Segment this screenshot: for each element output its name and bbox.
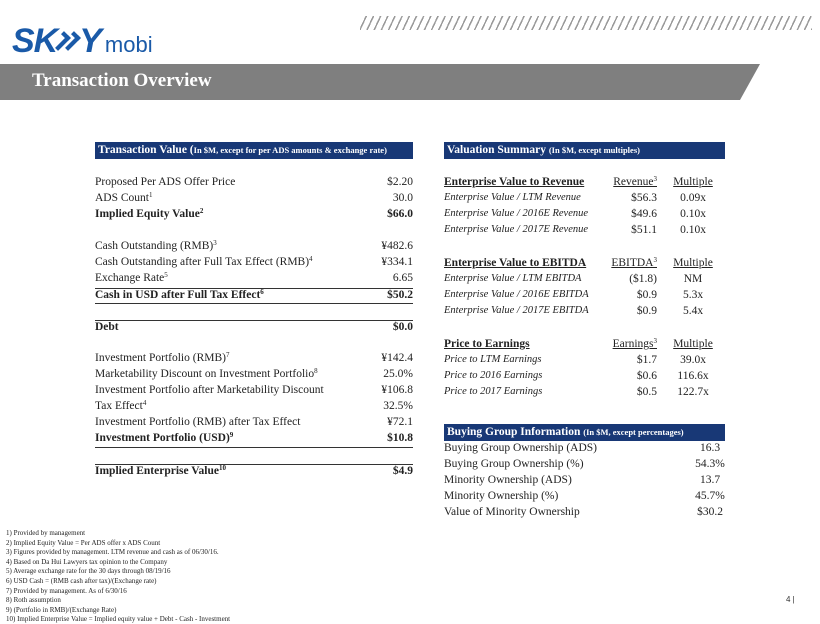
transaction-row (95, 416, 413, 432)
transaction-row-label-text: Implied Enterprise Value (95, 465, 219, 477)
transaction-row-value: 32.5% (383, 400, 413, 412)
valuation-col1-header (613, 176, 657, 188)
footnote-line: 10) Implied Enterprise Value = Implied equity value + Debt - Cash - Investment (6, 615, 231, 624)
buying-row (444, 442, 725, 458)
valuation-col1-footnote-ref: 3 (653, 337, 657, 345)
transaction-row-label-text: Investment Portfolio (RMB) (95, 352, 226, 364)
transaction-row-footnote-ref: 7 (225, 351, 230, 359)
valuation-row-multiple: 39.0x (680, 354, 706, 366)
transaction-row (95, 432, 413, 448)
valuation-row-value: ($1.8) (629, 273, 657, 285)
valuation-col1-footnote-ref: 3 (653, 256, 657, 264)
transaction-row-label (95, 384, 324, 400)
valuation-header-note: (In $M, except multiples) (548, 145, 640, 155)
valuation-row (444, 354, 725, 370)
valuation-row-multiple: 0.10x (680, 208, 706, 220)
transaction-row-value: ¥142.4 (381, 352, 413, 364)
transaction-row-value: ¥334.1 (381, 256, 413, 268)
transaction-row-value: 30.0 (392, 192, 413, 204)
transaction-row-value: $66.0 (387, 208, 413, 220)
transaction-row-label-text: Implied Equity Value (95, 208, 200, 220)
transaction-row (95, 320, 413, 336)
valuation-row-value: $0.6 (636, 370, 657, 382)
transaction-row (95, 256, 413, 272)
transaction-row-footnote-ref: 10 (218, 464, 226, 472)
valuation-row-multiple: 0.09x (680, 192, 706, 204)
valuation-col1-header-text: Earnings (612, 338, 654, 350)
valuation-row (444, 273, 725, 289)
transaction-row-label (95, 289, 264, 303)
buying-row (444, 458, 725, 474)
buying-row (444, 490, 725, 506)
valuation-row-value: $0.5 (636, 386, 657, 398)
footnote-line: 8) Roth assumption (6, 596, 61, 605)
buying-row-value: 45.7% (695, 490, 725, 502)
valuation-col1-header (613, 338, 657, 350)
transaction-row-footnote-ref: 3 (213, 239, 217, 247)
transaction-row-value: $10.8 (387, 432, 413, 444)
valuation-row-label: Enterprise Value / 2017E Revenue (444, 224, 589, 235)
transaction-row-label (95, 272, 168, 288)
footnote-line: 4) Based on Da Hui Lawyers tax opinion to the Company (6, 557, 168, 566)
valuation-row-multiple: 5.3x (682, 289, 704, 301)
buying-header-title: Buying Group Information (447, 426, 581, 438)
transaction-row-label (95, 321, 119, 336)
buying-row-label: Value of Minority Ownership (444, 506, 580, 518)
transaction-row-label-text: Investment Portfolio after Marketability Discount (95, 384, 324, 396)
valuation-row-value: $49.6 (631, 208, 657, 220)
valuation-row (444, 192, 725, 208)
valuation-row-value: $0.9 (636, 305, 657, 317)
page-title: Transaction Overview (32, 70, 212, 91)
valuation-row-value: $1.7 (636, 354, 657, 366)
transaction-row-value: $4.9 (392, 465, 413, 477)
valuation-row-multiple: NM (683, 273, 703, 285)
transaction-row-footnote-ref: 2 (199, 207, 204, 215)
footnote-line: 6) USD Cash = (RMB cash after tax)/(Exchange rate) (6, 576, 157, 585)
transaction-row-value: $2.20 (387, 176, 413, 188)
valuation-row-label: Enterprise Value / 2016E EBITDA (444, 289, 589, 300)
transaction-row-footnote-ref: 9 (229, 431, 234, 439)
skymobi-logo (12, 21, 153, 60)
transaction-row-footnote-ref: 5 (164, 271, 168, 279)
valuation-row (444, 224, 725, 240)
transaction-row (95, 240, 413, 256)
transaction-row-label-text: Proposed Per ADS Offer Price (95, 176, 236, 188)
buying-row-value: 13.7 (699, 474, 721, 486)
transaction-row-label (95, 256, 313, 272)
valuation-header-title: Valuation Summary (447, 144, 546, 156)
valuation-row-multiple: 116.6x (677, 370, 709, 382)
footnote-line: 3) Figures provided by management. LTM revenue and cash as of 06/30/16. (6, 548, 219, 557)
transaction-row (95, 272, 413, 288)
decorative-hatch-bar (360, 16, 812, 30)
footnote-line: 1) Provided by management (6, 529, 86, 537)
transaction-row (95, 384, 413, 400)
transaction-row-footnote-ref: 8 (314, 367, 318, 375)
valuation-row-value: $56.3 (631, 192, 657, 204)
buying-row-value: $30.2 (697, 506, 723, 518)
buying-row-label: Buying Group Ownership (%) (444, 458, 584, 470)
valuation-section-header (444, 176, 725, 192)
buying-row-label: Minority Ownership (%) (444, 490, 559, 502)
transaction-row-label-text: ADS Count (95, 192, 149, 204)
title-banner (0, 64, 760, 100)
transaction-row-value: $0.0 (392, 321, 413, 333)
valuation-section-title: Price to Earnings (444, 338, 530, 350)
buying-header-note: (In $M, except percentages) (583, 427, 684, 437)
valuation-col1-footnote-ref: 3 (653, 175, 657, 183)
footnote-line: 9) (Portfolio in RMB)/(Exchange Rate) (6, 605, 117, 614)
valuation-row-label: Price to LTM Earnings (444, 354, 542, 365)
transaction-row (95, 208, 413, 224)
footnote-line: 5) Average exchange rate for the 30 days through 08/19/16 (6, 567, 171, 576)
transaction-row (95, 192, 413, 208)
transaction-row-value: 25.0% (383, 368, 413, 380)
valuation-row-label: Price to 2017 Earnings (444, 386, 543, 397)
buying-row (444, 506, 725, 522)
valuation-col1-header (611, 257, 657, 269)
transaction-row-value: $50.2 (387, 289, 413, 301)
valuation-row-multiple: 5.4x (682, 305, 704, 317)
valuation-row (444, 305, 725, 321)
transaction-row-label-text: Tax Effect (95, 400, 143, 412)
buying-row-value: 54.3% (695, 458, 725, 470)
valuation-col1-header-text: EBITDA (611, 257, 654, 269)
transaction-row-value: ¥482.6 (381, 240, 413, 252)
transaction-row-label (95, 240, 217, 256)
buying-row-label: Buying Group Ownership (ADS) (444, 442, 598, 454)
transaction-row-label-text: Cash Outstanding (RMB) (95, 240, 214, 252)
transaction-row-label-text: Investment Portfolio (RMB) after Tax Effect (95, 416, 301, 428)
footnote-line: 2) Implied Equity Value = Per ADS offer x ADS Count (6, 538, 161, 547)
transaction-row-label-text: Debt (95, 321, 119, 333)
page-number: 4 | (786, 595, 795, 604)
transaction-row (95, 176, 413, 192)
buying-row (444, 474, 725, 490)
logo-text-mobi: mobi (104, 32, 153, 57)
transaction-row-label (95, 400, 146, 416)
valuation-row (444, 386, 725, 402)
footnote-line: 7) Provided by management. As of 6/30/16 (6, 586, 127, 595)
buying-row-label: Minority Ownership (ADS) (444, 474, 572, 486)
buying-header (444, 424, 725, 441)
transaction-row-footnote-ref: 4 (142, 399, 147, 407)
transaction-row-label-text: Investment Portfolio (USD) (95, 432, 230, 444)
valuation-header (444, 142, 725, 159)
valuation-row-value: $0.9 (636, 289, 657, 301)
valuation-row-multiple: 122.7x (677, 386, 709, 398)
transaction-row-label (95, 192, 153, 208)
transaction-row-label (95, 352, 229, 368)
transaction-row-value: ¥72.1 (387, 416, 413, 428)
transaction-row-label-text: Marketability Discount on Investment Portfolio (95, 368, 315, 380)
transaction-row-value: 6.65 (392, 272, 413, 284)
footnotes (6, 529, 230, 624)
valuation-row-multiple: 0.10x (680, 224, 706, 236)
valuation-col2-header: Multiple (673, 257, 713, 269)
transaction-row-label-text: Exchange Rate (95, 272, 165, 284)
transaction-header-title: Transaction Value ( (98, 144, 194, 156)
logo-text-sk: SK (12, 21, 58, 60)
valuation-col2-header: Multiple (673, 338, 713, 350)
transaction-row-label (95, 208, 203, 224)
valuation-row-label: Enterprise Value / 2016E Revenue (444, 208, 589, 219)
valuation-col2-header: Multiple (673, 176, 713, 188)
valuation-row-value: $51.1 (631, 224, 657, 236)
valuation-row (444, 289, 725, 305)
valuation-row (444, 370, 725, 386)
valuation-row-label: Enterprise Value / LTM Revenue (444, 192, 581, 203)
logo-chevron-icon (58, 28, 78, 54)
valuation-section-title: Enterprise Value to EBITDA (444, 257, 587, 269)
logo-text-y: Y (79, 21, 101, 60)
transaction-row (95, 400, 413, 416)
valuation-row-label: Enterprise Value / 2017E EBITDA (444, 305, 589, 316)
valuation-row-label: Price to 2016 Earnings (444, 370, 543, 381)
valuation-section-header (444, 257, 725, 273)
buying-row-value: 16.3 (699, 442, 721, 454)
transaction-row-footnote-ref: 6 (260, 288, 264, 296)
transaction-row-label (95, 176, 235, 192)
transaction-row-value: ¥106.8 (381, 384, 413, 396)
valuation-row (444, 208, 725, 224)
transaction-row (95, 368, 413, 384)
valuation-row-label: Enterprise Value / LTM EBITDA (444, 273, 582, 284)
transaction-row (95, 464, 413, 480)
transaction-row-footnote-ref: 1 (149, 191, 153, 199)
transaction-row-label (95, 432, 233, 447)
transaction-row-label (95, 416, 300, 432)
transaction-header-note: In $M, except for per ADS amounts & exchange rate) (193, 145, 387, 155)
transaction-row (95, 352, 413, 368)
transaction-row-label (95, 368, 318, 384)
transaction-row-label-text: Cash Outstanding after Full Tax Effect (RMB) (95, 256, 310, 268)
valuation-section-title: Enterprise Value to Revenue (444, 176, 585, 188)
transaction-row-footnote-ref: 4 (309, 255, 313, 263)
valuation-col1-header-text: Revenue (613, 176, 654, 188)
transaction-row-label-text: Cash in USD after Full Tax Effect (95, 289, 261, 301)
transaction-header (95, 142, 413, 159)
valuation-section-header (444, 338, 725, 354)
transaction-row-label (95, 465, 226, 480)
transaction-row (95, 288, 413, 304)
